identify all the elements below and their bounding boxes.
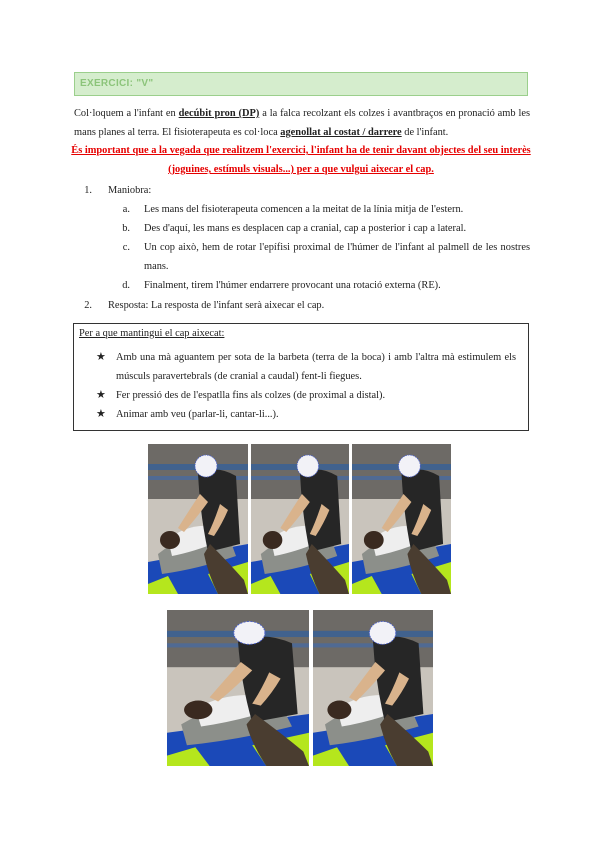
exercise-photo-2 xyxy=(251,444,349,594)
warning-paragraph: És important que a la vegada que realitzem l'exercici, l'infant ha de tenir davant objectes del seu interès (joguines, estímuls visuals...) per a que vulgui aixecar el cap. xyxy=(71,145,531,175)
subitem-c-text: Un cop això, hem de rotar l'epífisi proximal de l'húmer de l'infant al palmell de les nostres mans. xyxy=(144,242,530,272)
tip-2: Fer pressió des de l'espatlla fins als colzes (de proximal a distal). xyxy=(116,390,386,401)
step-1-subitems xyxy=(74,200,530,290)
subitem-d-text: Finalment, tirem l'húmer endarrere provocant una rotació externa (RE). xyxy=(144,280,441,291)
intro-bold-position: decúbit pron (DP) xyxy=(178,108,260,119)
step-1-label: Maniobra: xyxy=(108,185,152,196)
subitem-a-text: Les mans del fisioterapeuta comencen a la meitat de la línia mitja de l'estern. xyxy=(144,204,464,215)
intro-bold-therapist: agenollat al costat / darrere xyxy=(280,127,402,138)
exercise-photo-5 xyxy=(313,610,433,766)
exercise-photo-4 xyxy=(167,610,309,766)
intro-text-1: Col·loquem a l'infant en xyxy=(74,108,179,119)
intro-text-2: a la falca recolzant els colzes i avantbraços en pronació amb les mans planes al terra. El fisioterapeuta es col·loca xyxy=(74,108,530,138)
intro-text-3: de l'infant. xyxy=(401,127,449,138)
subitem-d-letter: d. xyxy=(122,280,130,291)
star-icon: ★ xyxy=(96,408,106,420)
tips-box xyxy=(73,323,529,431)
tips-heading: Per a que mantingui el cap aixecat: xyxy=(79,328,225,339)
star-icon: ★ xyxy=(96,389,106,401)
subitem-b-letter: b. xyxy=(122,223,130,234)
star-icon: ★ xyxy=(96,351,106,363)
subitem-c-letter: c. xyxy=(122,242,130,253)
tip-1: Amb una mà aguantem per sota de la barbeta (terra de la boca) i amb l'altra mà estimulem els músculs paravertebrals (de cranial a caudal) fent-li fiegues. xyxy=(116,352,516,382)
tip-3: Animar amb veu (parlar-li, cantar-li...). xyxy=(116,409,279,420)
subitem-a-letter: a. xyxy=(122,204,130,215)
subitem-b-text: Des d'aquí, les mans es desplacen cap a cranial, cap a posterior i cap a lateral. xyxy=(144,223,467,234)
exercise-title: EXERCICI: "V" xyxy=(74,72,528,96)
step-2-label: Resposta: La resposta de l'infant serà aixecar el cap. xyxy=(108,300,325,311)
exercise-photo-1 xyxy=(148,444,248,594)
step-1-number: 1. xyxy=(84,185,92,196)
exercise-photo-3 xyxy=(352,444,451,594)
intro-paragraph xyxy=(74,104,530,142)
step-2-number: 2. xyxy=(84,300,92,311)
